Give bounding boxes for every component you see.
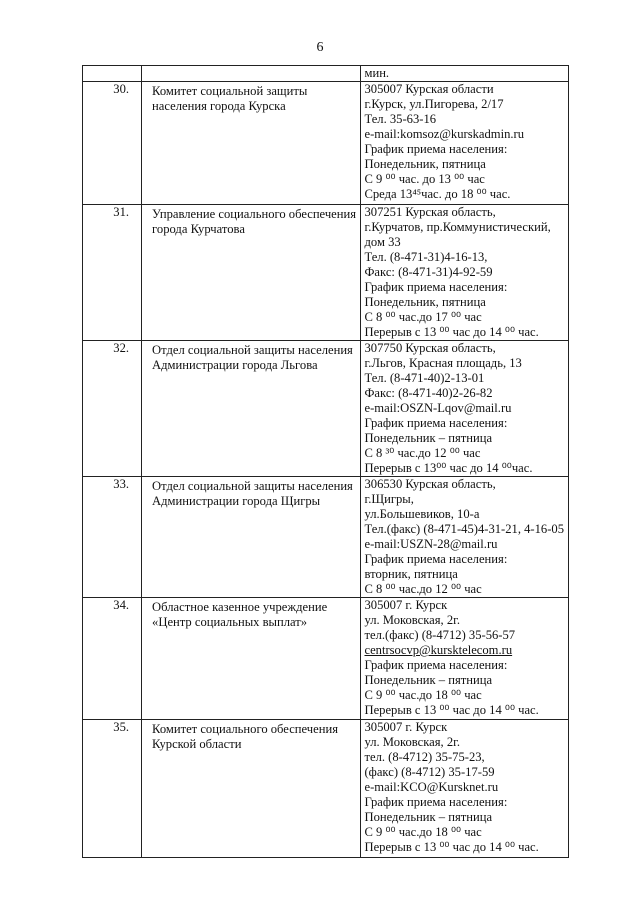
info-line: Среда 13⁴⁵час. до 18 ⁰⁰ час. [364, 187, 511, 201]
info-line: 307251 Курская область, [364, 205, 496, 219]
info-line: г.Щигры, [364, 492, 414, 506]
row-number-cell [83, 66, 142, 82]
info-line: С 8 ⁰⁰ час.до 17 ⁰⁰ час [364, 310, 482, 324]
page-number: 6 [316, 40, 324, 55]
info-line: Факс: (8-471-40)2-26-82 [364, 386, 493, 400]
row-number-cell: 34. [83, 598, 142, 720]
info-line: График приема населения: [364, 552, 508, 566]
info-line: Перерыв с 13 ⁰⁰ час до 14 ⁰⁰ час. [364, 325, 539, 339]
info-line: Перерыв с 13 ⁰⁰ час до 14 ⁰⁰ час. [364, 703, 539, 717]
info-line: График приема населения: [364, 416, 508, 430]
info-line: тел.(факс) (8-4712) 35-56-57 [364, 628, 516, 642]
email-line: e-mail:komsoz@kurskadmin.ru [364, 127, 525, 141]
info-line: График приема населения: [364, 795, 508, 809]
email-line: e-mail:OSZN-Lqov@mail.ru [364, 401, 512, 415]
info-line: (факс) (8-4712) 35-17-59 [364, 765, 495, 779]
contact-info-cell [361, 477, 569, 598]
contact-info-cell [361, 720, 569, 858]
info-line: ул. Моковская, 2г. [364, 613, 461, 627]
institutions-table [82, 65, 569, 858]
info-line: 305007 г. Курск [364, 598, 448, 612]
row-number-cell: 32. [83, 341, 142, 477]
info-line: г.Курск, ул.Пигорева, 2/17 [364, 97, 504, 111]
contact-info-cell [361, 341, 569, 477]
table-row [83, 477, 569, 598]
info-line: Перерыв с 13⁰⁰ час до 14 ⁰⁰час. [364, 461, 533, 475]
info-line: График приема населения: [364, 280, 508, 294]
info-line: вторник, пятница [364, 567, 458, 581]
table-row [83, 720, 569, 858]
info-line: Понедельник – пятница [364, 810, 493, 824]
info-line: С 9 ⁰⁰ час.до 18 ⁰⁰ час [364, 688, 482, 702]
email-line: e-mail:KCO@Kursknet.ru [364, 780, 499, 794]
row-number-cell: 31. [83, 205, 142, 341]
contact-info-cell [361, 66, 569, 82]
organization-cell: Отдел социальной защиты населения Администрации города Льгова [142, 341, 361, 477]
row-number-cell: 35. [83, 720, 142, 858]
info-line: Тел.(факс) (8-471-45)4-31-21, 4-16-05 [364, 522, 564, 536]
table-row [83, 82, 569, 205]
contact-info-cell [361, 82, 569, 205]
info-line: г.Льгов, Красная площадь, 13 [364, 356, 522, 370]
info-line: дом 33 [364, 235, 401, 249]
info-line: ул. Моковская, 2г. [364, 735, 461, 749]
info-line: Понедельник, пятница [364, 157, 486, 171]
info-line: 306530 Курская область, [364, 477, 496, 491]
table-row [83, 205, 569, 341]
info-line: Тел. (8-471-40)2-13-01 [364, 371, 485, 385]
info-line: Понедельник – пятница [364, 673, 493, 687]
info-line: мин. [364, 66, 390, 80]
organization-cell: Управление социального обеспечения города Курчатова [142, 205, 361, 341]
organization-cell [142, 66, 361, 82]
table-row [83, 341, 569, 477]
organization-cell: Комитет социального обеспечения Курской области [142, 720, 361, 858]
info-line: тел. (8-4712) 35-75-23, [364, 750, 485, 764]
info-line: С 8 ⁰⁰ час.до 12 ⁰⁰ час [364, 582, 482, 596]
organization-cell: Областное казенное учреждение «Центр социальных выплат» [142, 598, 361, 720]
info-line: 305007 Курская области [364, 82, 494, 96]
info-line: 307750 Курская область, [364, 341, 496, 355]
contact-info-cell [361, 598, 569, 720]
info-line: 305007 г. Курск [364, 720, 448, 734]
info-line: Понедельник, пятница [364, 295, 486, 309]
email-line: e-mail:USZN-28@mail.ru [364, 537, 498, 551]
row-number-cell: 33. [83, 477, 142, 598]
info-line: С 9 ⁰⁰ час. до 13 ⁰⁰ час [364, 172, 485, 186]
organization-cell: Комитет социальной защиты населения города Курска [142, 82, 361, 205]
info-line: ул.Большевиков, 10-а [364, 507, 480, 521]
info-line: С 8 ³⁰ час.до 12 ⁰⁰ час [364, 446, 481, 460]
info-line: Тел. (8-471-31)4-16-13, [364, 250, 488, 264]
row-number-cell: 30. [83, 82, 142, 205]
info-line: Факс: (8-471-31)4-92-59 [364, 265, 493, 279]
table-row-continuation [83, 66, 569, 82]
info-line: Тел. 35-63-16 [364, 112, 437, 126]
email-link[interactable]: centrsocvp@kursktelecom.ru [364, 643, 513, 657]
info-line: г.Курчатов, пр.Коммунистический, [364, 220, 551, 234]
info-line: График приема населения: [364, 658, 508, 672]
info-line: Понедельник – пятница [364, 431, 493, 445]
info-line: С 9 ⁰⁰ час.до 18 ⁰⁰ час [364, 825, 482, 839]
info-line: Перерыв с 13 ⁰⁰ час до 14 ⁰⁰ час. [364, 840, 539, 854]
info-line: График приема населения: [364, 142, 508, 156]
organization-cell: Отдел социальной защиты населения Администрации города Щигры [142, 477, 361, 598]
table-row [83, 598, 569, 720]
contact-info-cell [361, 205, 569, 341]
